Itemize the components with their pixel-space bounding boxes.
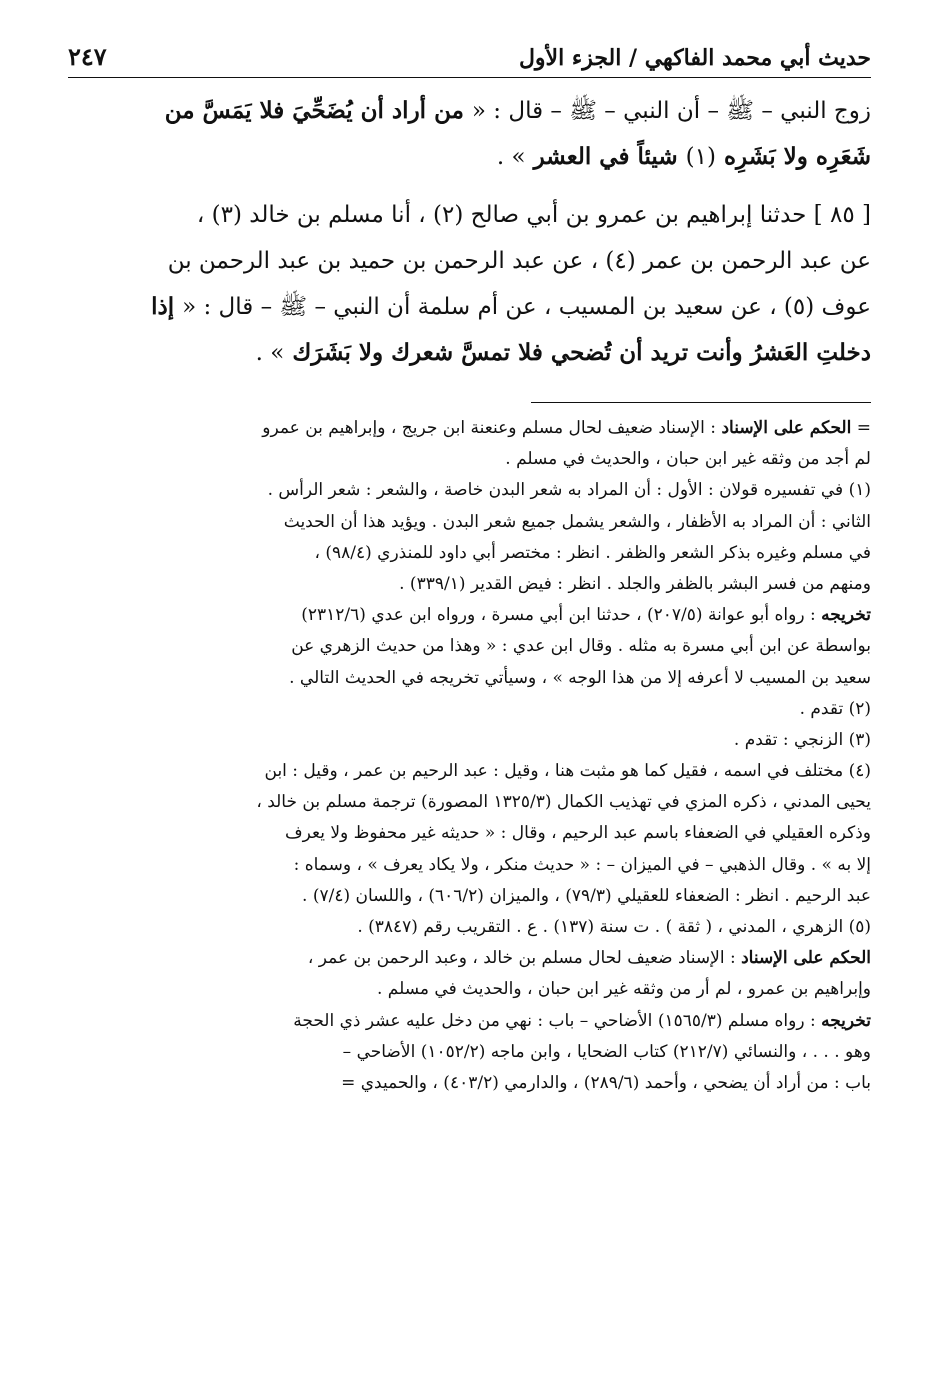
text-line bbox=[68, 88, 871, 134]
text-segment: : الإسناد ضعيف لحال مسلم بن خالد ، وعبد الرحمن بن عمر ، bbox=[307, 948, 742, 969]
footnote-line bbox=[68, 912, 871, 943]
text-segment: وهو . . . ، والنسائي (٢١٢/٧) كتاب الضحايا ، وابن ماجه (١٠٥٢/٢) الأضاحي – bbox=[342, 1041, 871, 1062]
bold-text-segment: تخريجه bbox=[821, 1010, 871, 1031]
text-segment: زوج النبي – ﷺ – أن النبي – ﷺ – قال : « bbox=[471, 98, 871, 124]
footnote-line bbox=[68, 1006, 871, 1037]
text-segment: : رواه مسلم (١٥٦٥/٣) الأضاحي – باب : نهي من دخل عليه عشر ذي الحجة bbox=[293, 1010, 822, 1031]
text-segment: [ ٨٥ ] حدثنا إبراهيم بن عمرو بن أبي صالح (٢) ، أنا مسلم بن خالد (٣) ، bbox=[196, 202, 871, 228]
text-segment: وذكره العقيلي في الضعفاء باسم عبد الرحيم ، وقال : « حديثه غير محفوظ ولا يعرف bbox=[285, 823, 871, 844]
text-segment: سعيد بن المسيب لا أعرفه إلا من هذا الوجه » ، وسيأتي تخريجه في الحديث التالي . bbox=[289, 667, 871, 688]
text-segment: (٣) الزنجي : تقدم . bbox=[733, 729, 871, 750]
text-segment: (١) في تفسيره قولان : الأول : أن المراد به شعر البدن خاصة ، والشعر : شعر الرأس . bbox=[267, 480, 871, 501]
footnote-line bbox=[68, 413, 871, 444]
bold-text-segment: إذا bbox=[151, 293, 183, 320]
text-segment: إلا به » . وقال الذهبي – في الميزان – : « حديث منكر ، ولا يكاد يعرف » ، وسماه : bbox=[293, 854, 871, 875]
footnote-line bbox=[68, 756, 871, 787]
text-line bbox=[68, 284, 871, 330]
text-line bbox=[68, 192, 871, 238]
footnote-line bbox=[68, 507, 871, 538]
footnote-line bbox=[68, 725, 871, 756]
footnote-line bbox=[68, 663, 871, 694]
text-segment: عن عبد الرحمن بن عمر (٤) ، عن عبد الرحمن بن حميد بن عبد الرحمن بن bbox=[167, 248, 871, 274]
text-segment: (١) bbox=[685, 144, 716, 170]
bold-text-segment: دخلتِ العَشرُ وأنت تريد أن تُضحي فلا تمسَّ شعرك ولا بَشَرَك bbox=[284, 339, 871, 366]
text-segment: (٥) الزهري ، المدني ، ( ثقة ) . ت سنة (١٣٧) . ع . التقريب رقم (٣٨٤٧) . bbox=[357, 917, 871, 937]
bold-text-segment: تخريجه bbox=[821, 605, 871, 626]
text-segment: وإبراهيم بن عمرو ، لم أر من وثقه غير ابن حبان ، والحديث في مسلم . bbox=[376, 979, 871, 1000]
bold-text-segment: شيئاً في العشر bbox=[525, 143, 686, 170]
footnote-line bbox=[68, 631, 871, 662]
footnote-line bbox=[68, 974, 871, 1005]
bold-text-segment: الحكم على الإسناد bbox=[721, 418, 852, 438]
footnote-line bbox=[68, 538, 871, 569]
footnote-line bbox=[68, 1037, 871, 1068]
text-line bbox=[68, 238, 871, 284]
footnote-line bbox=[68, 694, 871, 725]
text-segment: ومنهم من فسر البشر بالظفر والجلد . انظر : فيض القدير (٣٣٩/١) . bbox=[399, 573, 871, 594]
header-title: حديث أبي محمد الفاكهي / الجزء الأول bbox=[518, 45, 871, 71]
paragraph-gap bbox=[68, 180, 871, 192]
text-line bbox=[68, 330, 871, 376]
text-segment: الثاني : أن المراد به الأظفار ، والشعر يشمل جميع شعر البدن . ويؤيد هذا أن الحديث bbox=[283, 511, 871, 532]
text-segment: يحيى المدني ، ذكره المزي في تهذيب الكمال (١٣٢٥/٣ المصورة) ترجمة مسلم بن خالد ، bbox=[256, 792, 871, 813]
text-line bbox=[68, 134, 871, 180]
text-segment: » . bbox=[496, 144, 526, 170]
footnote-line bbox=[68, 569, 871, 600]
bold-text-segment: شَعَرِه ولا بَشَرِه bbox=[715, 143, 871, 170]
text-segment: في مسلم وغيره بذكر الشعر والظفر . انظر : مختصر أبي داود للمنذري (٩٨/٤) ، bbox=[314, 542, 871, 563]
text-segment: لم أجد من وثقه غير ابن حبان ، والحديث في مسلم . bbox=[505, 449, 871, 470]
footnote-separator bbox=[531, 402, 871, 403]
text-segment: باب : من أراد أن يضحي ، وأحمد (٢٨٩/٦) ، والدارمي (٤٠٣/٢) ، والحميدي = bbox=[341, 1072, 871, 1093]
footnote-line bbox=[68, 850, 871, 881]
bold-text-segment: الحكم على الإسناد bbox=[741, 948, 871, 969]
footnote-line bbox=[68, 444, 871, 475]
text-segment: : رواه أبو عوانة (٢٠٧/٥) ، حدثنا ابن أبي مسرة ، ورواه ابن عدي (٢٣١٢/٦) bbox=[301, 605, 822, 626]
footnote-line bbox=[68, 1068, 871, 1099]
running-header bbox=[68, 42, 871, 78]
text-segment: عبد الرحيم . انظر : الضعفاء للعقيلي (٧٩/٣) ، والميزان (٦٠٦/٢) ، واللسان (٧/٤) . bbox=[302, 885, 871, 906]
main-hadith-text bbox=[68, 88, 871, 376]
text-segment: : الإسناد ضعيف لحال مسلم وعنعنة ابن جريج ، وإبراهيم بن عمرو bbox=[262, 418, 722, 438]
footnote-line bbox=[68, 475, 871, 506]
footnote-line bbox=[68, 881, 871, 912]
footnote-line bbox=[68, 818, 871, 849]
footnotes-section bbox=[68, 413, 871, 1099]
bold-text-segment: من أراد أن يُضَحِّيَ فلا يَمَسَّ من bbox=[164, 97, 472, 124]
footnote-line bbox=[68, 600, 871, 631]
text-segment: (٢) تقدم . bbox=[799, 698, 871, 719]
text-segment: (٤) مختلف في اسمه ، فقيل كما هو مثبت هنا ، وقيل : عبد الرحيم بن عمر ، وقيل : ابن bbox=[264, 761, 871, 782]
text-segment: = bbox=[851, 418, 871, 438]
footnote-line bbox=[68, 787, 871, 818]
text-segment: بواسطة عن ابن أبي مسرة به مثله . وقال ابن عدي : « وهذا من حديث الزهري عن bbox=[291, 636, 871, 657]
page-number: ٢٤٧ bbox=[68, 42, 107, 71]
text-segment: » . bbox=[255, 340, 285, 366]
text-segment: عوف (٥) ، عن سعيد بن المسيب ، عن أم سلمة أن النبي – ﷺ – قال : « bbox=[182, 294, 871, 320]
footnote-line bbox=[68, 943, 871, 974]
